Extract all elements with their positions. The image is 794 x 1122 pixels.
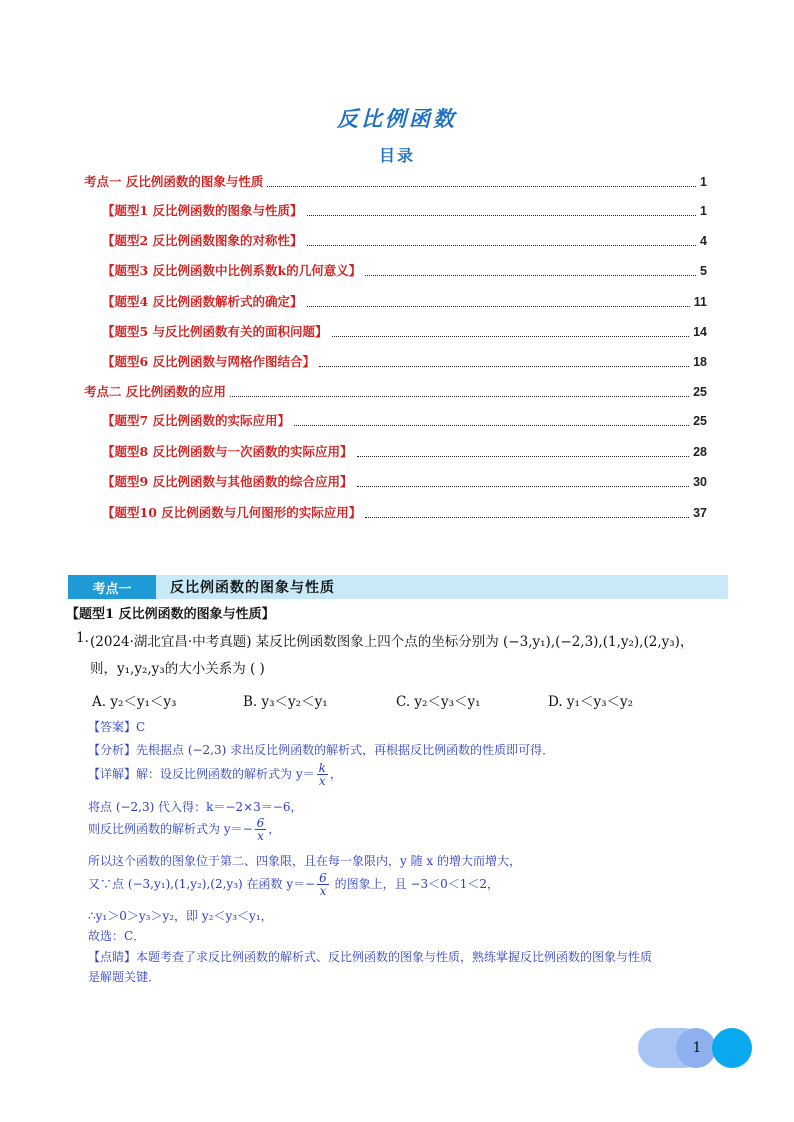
- fraction-numerator: k: [318, 761, 326, 775]
- answer-line: 【答案】C: [88, 720, 146, 734]
- question-number: 1.: [76, 630, 89, 646]
- toc-leader: [307, 215, 696, 216]
- toc-entry-label: 【题型7 反比例函数的实际应用】: [102, 413, 291, 428]
- step-quadrants: 所以这个函数的图象位于第二、四象限，且在每一象限内，y 随 x 的增大而增大，: [88, 854, 521, 868]
- toc-entry-page: 11: [693, 295, 707, 309]
- toc-entry-page: 37: [693, 506, 707, 520]
- section-tag: 考点一: [68, 575, 156, 599]
- fraction-denominator: x: [318, 774, 326, 788]
- section-header-bar: [68, 575, 728, 599]
- option-b[interactable]: B. y₃＜y₂＜y₁: [243, 694, 328, 710]
- toc-entry[interactable]: [102, 470, 707, 490]
- page-badge-right: [712, 1028, 752, 1068]
- toc-leader: [332, 336, 690, 337]
- question-stem-line2: 则，y₁,y₂,y₃的大小关系为 ( ): [90, 661, 265, 677]
- toc-leader: [319, 366, 689, 367]
- toc-leader: [307, 306, 690, 307]
- toc-entry-page: 25: [693, 414, 707, 428]
- fraction-numerator: 6: [319, 871, 327, 885]
- detail-text: 【详解】解：设反比例函数的解析式为 y＝: [88, 767, 315, 781]
- fraction-denominator: x: [319, 884, 327, 898]
- toc-entry[interactable]: [102, 199, 707, 219]
- toc-entry-label: 【题型6 反比例函数与网格作图结合】: [102, 354, 316, 369]
- option-a[interactable]: A. y₂＜y₁＜y₃: [92, 694, 177, 710]
- toc-entry[interactable]: [84, 170, 707, 190]
- toc-entry-page: 18: [693, 355, 707, 369]
- toc-entry-label: 【题型4 反比例函数解析式的确定】: [102, 294, 303, 309]
- toc-entry[interactable]: [84, 380, 707, 400]
- toc-entry-page: 30: [693, 475, 707, 489]
- toc-leader: [365, 517, 689, 518]
- toc-entry-page: 25: [693, 385, 707, 399]
- step-text: 又∵点 (−3,y₁),(1,y₂),(2,y₃) 在函数 y＝−: [88, 877, 316, 891]
- fraction-denominator: x: [257, 829, 264, 843]
- toc-entry[interactable]: [102, 290, 707, 310]
- toc-heading: 目录: [378, 146, 415, 165]
- toc-leader: [267, 186, 696, 187]
- toc-entry-page: 14: [693, 325, 707, 339]
- step-text-end: ，: [268, 822, 281, 836]
- toc-entry[interactable]: [102, 259, 707, 279]
- toc-entry-label: 【题型1 反比例函数的图象与性质】: [102, 203, 303, 218]
- comment-line2: 是解题关键．: [88, 970, 161, 984]
- toc-entry-label: 【题型5 与反比例函数有关的面积问题】: [102, 324, 328, 339]
- option-c[interactable]: C. y₂＜y₃＜y₁: [396, 694, 481, 710]
- toc-leader: [307, 245, 696, 246]
- toc-entry[interactable]: [102, 350, 707, 370]
- step-text: 则反比例函数的解析式为 y＝−: [88, 822, 253, 836]
- section-title: 反比例函数的图象与性质: [170, 580, 335, 596]
- question-type-heading: 【题型1 反比例函数的图象与性质】: [66, 607, 275, 622]
- toc-entry-label: 【题型9 反比例函数与其他函数的综合应用】: [102, 474, 353, 489]
- toc-entry[interactable]: [102, 409, 707, 429]
- document-title: 反比例函数: [337, 106, 457, 131]
- toc-entry-page: 28: [693, 445, 707, 459]
- toc-entry[interactable]: [102, 501, 707, 521]
- detail-text-end: ，: [329, 767, 342, 781]
- step-choice: 故选：C．: [88, 929, 146, 943]
- step-text-end: 的图象上，且 −3＜0＜1＜2，: [330, 877, 500, 891]
- comment-line1: 【点睛】本题考查了求反比例函数的解析式、反比例函数的图象与性质，熟练掌握反比例函数的图象与性质: [88, 950, 653, 964]
- toc-entry-page: 1: [700, 175, 707, 189]
- fraction: [317, 762, 328, 787]
- toc-entry-label: 【题型8 反比例函数与一次函数的实际应用】: [102, 444, 353, 459]
- option-d[interactable]: D. y₁＜y₃＜y₂: [548, 694, 634, 710]
- step-expression: [88, 817, 280, 842]
- analysis-line: 【分析】先根据点 (−2,3) 求出反比例函数的解析式，再根据反比例函数的性质即可得．: [88, 743, 555, 757]
- toc-entry-page: 1: [700, 204, 707, 218]
- step-points: [88, 872, 499, 897]
- toc-entry-label: 考点一 反比例函数的图象与性质: [84, 174, 264, 189]
- toc-leader: [294, 425, 689, 426]
- toc-entry-page: 4: [700, 234, 707, 248]
- fraction-numerator: 6: [256, 816, 265, 830]
- toc-entry[interactable]: [102, 440, 707, 460]
- step-substitute: 将点 (−2,3) 代入得：k＝−2×3＝−6，: [88, 800, 303, 814]
- toc-entry[interactable]: [102, 320, 707, 340]
- fraction: [317, 872, 329, 897]
- toc-entry-label: 【题型10 反比例函数与几何图形的实际应用】: [102, 505, 362, 520]
- toc-leader: [357, 486, 690, 487]
- toc-entry-label: 【题型2 反比例函数图象的对称性】: [102, 233, 303, 248]
- page-number: 1: [692, 1040, 702, 1056]
- toc-entry-label: 【题型3 反比例函数中比例系数k的几何意义】: [102, 263, 362, 278]
- detail-line: [88, 762, 342, 787]
- step-conclusion: ∴y₁＞0＞y₃＞y₂，即 y₂＜y₃＜y₁，: [88, 909, 273, 923]
- fraction: [255, 817, 267, 842]
- toc-entry-label: 考点二 反比例函数的应用: [84, 384, 226, 399]
- toc-leader: [230, 396, 689, 397]
- toc-leader: [365, 275, 696, 276]
- toc-entry-page: 5: [700, 264, 707, 278]
- question-stem-line1: (2024·湖北宜昌·中考真题) 某反比例函数图象上四个点的坐标分别为 (−3,y₁),(−2,3),(1,y₂),(2,y₃)，: [90, 634, 694, 650]
- toc-leader: [357, 456, 690, 457]
- toc-entry[interactable]: [102, 229, 707, 249]
